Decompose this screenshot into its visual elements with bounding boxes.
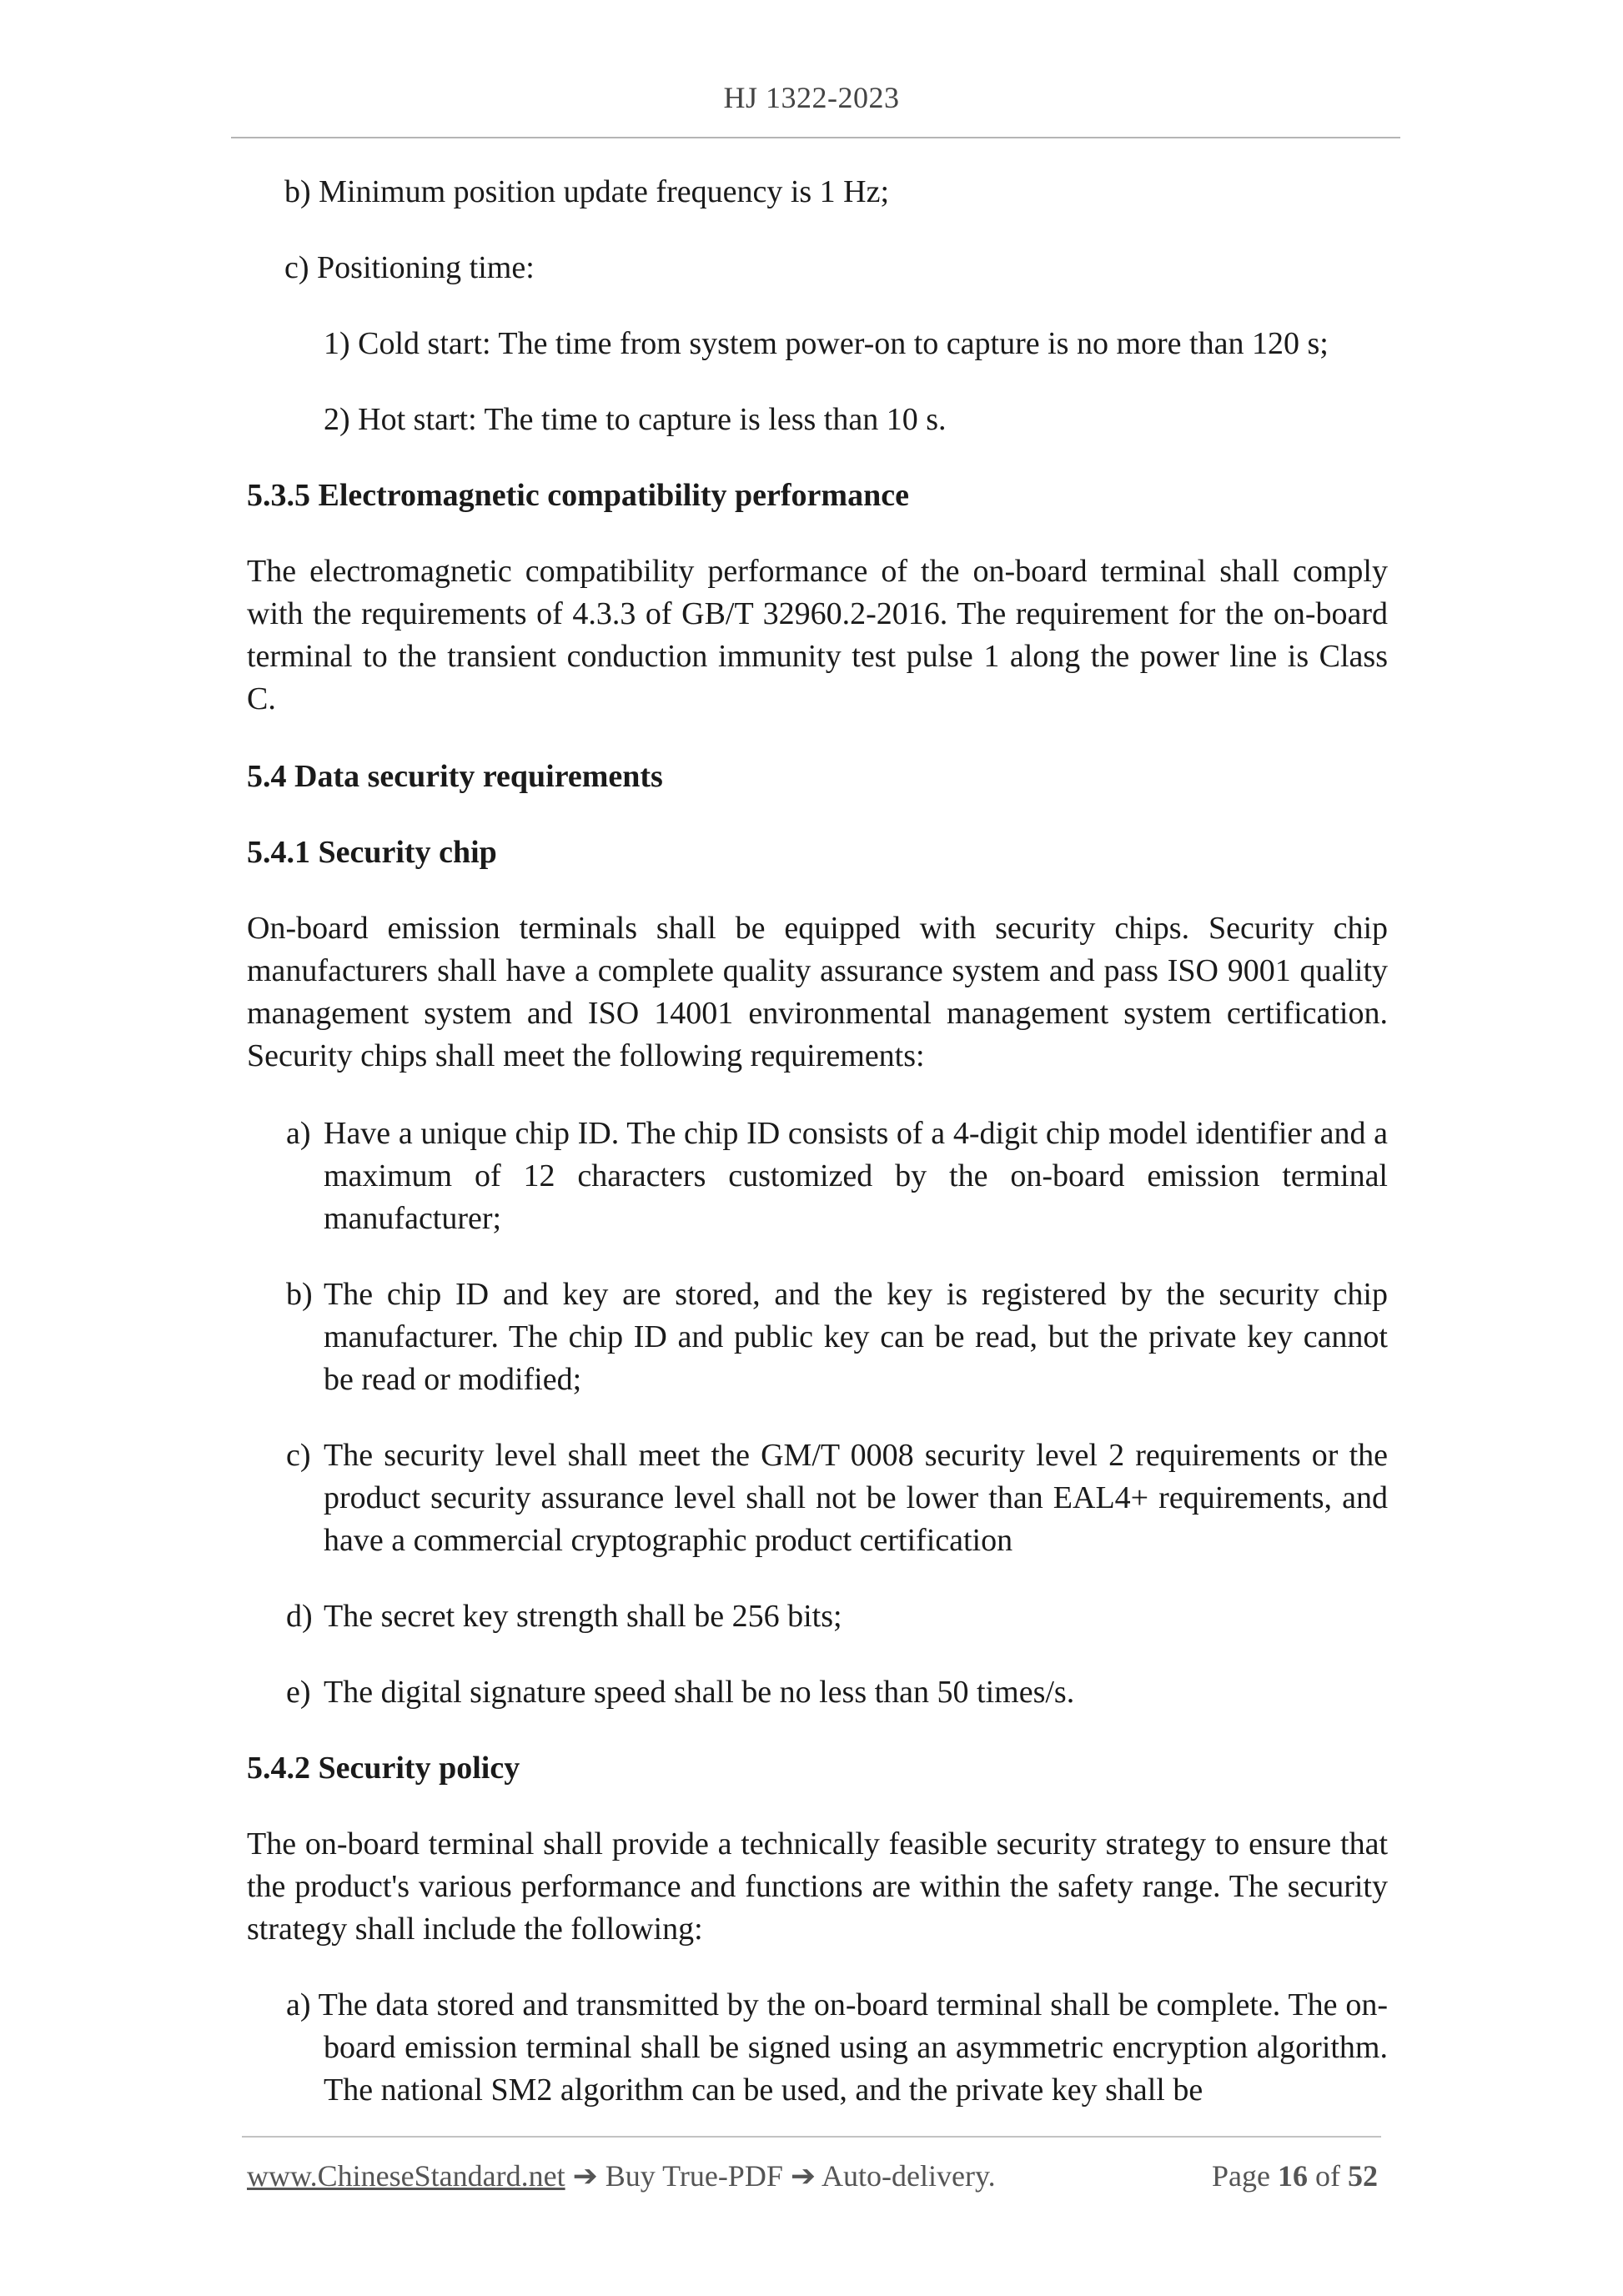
running-header: HJ 1322-2023 bbox=[723, 81, 900, 114]
item-label: c) bbox=[286, 1438, 311, 1473]
header-divider bbox=[231, 137, 1400, 138]
section-heading-5-4: 5.4 Data security requirements bbox=[247, 759, 663, 794]
paragraph-5-4-2: The on-board terminal shall provide a technically feasible security strategy to ensure that the product's various performance and functions are within the safety range. The security strategy shall include the following: bbox=[247, 1826, 1388, 1947]
item-text: The chip ID and key are stored, and the key is registered by the security chip manufacturer. The chip ID and public key can be read, but the private key cannot be read or modified; bbox=[324, 1277, 1388, 1397]
section-heading-5-4-1: 5.4.1 Security chip bbox=[247, 835, 497, 870]
page-word: Page bbox=[1212, 2159, 1270, 2193]
list-item-b-frequency: b) Minimum position update frequency is 1 Hz; bbox=[284, 174, 890, 209]
auto-delivery-text: Auto-delivery. bbox=[822, 2159, 996, 2193]
buy-pdf-text: Buy True-PDF bbox=[605, 2159, 783, 2193]
paragraph-5-4-1: On-board emission terminals shall be equipped with security chips. Security chip manufacturers shall have a complete quality assurance system and pass ISO 9001 quality management system and ISO 14001 environmental management system certification. Security chips shall meet the following requirements: bbox=[247, 911, 1388, 1073]
current-page: 16 bbox=[1278, 2159, 1308, 2193]
item-label: e) bbox=[286, 1675, 311, 1710]
chip-requirement-d bbox=[247, 1595, 1388, 1638]
footer-divider bbox=[242, 2136, 1381, 2138]
item-text: Have a unique chip ID. The chip ID consists of a 4-digit chip model identifier and a maximum of 12 characters customized by the on-board emission terminal manufacturer; bbox=[324, 1116, 1388, 1236]
site-link[interactable]: www.ChineseStandard.net bbox=[247, 2159, 565, 2193]
arrow-right-icon: ➔ bbox=[572, 2159, 598, 2193]
list-item-cold-start: 1) Cold start: The time from system power-on to capture is no more than 120 s; bbox=[324, 326, 1329, 361]
section-heading-5-4-2: 5.4.2 Security policy bbox=[247, 1751, 520, 1786]
paragraph-5-3-5: The electromagnetic compatibility performance of the on-board terminal shall comply with the requirements of 4.3.3 of GB/T 32960.2-2016. The requirement for the on-board terminal to the transient conduction immunity test pulse 1 along the power line is Class C. bbox=[247, 554, 1388, 716]
item-text: The security level shall meet the GM/T 0008 security level 2 requirements or the product security assurance level shall not be lower than EAL4+ requirements, and have a commercial cryptographic product certification bbox=[324, 1438, 1388, 1558]
page-number bbox=[1212, 2158, 1378, 2193]
chip-requirement-e bbox=[247, 1671, 1388, 1714]
of-word: of bbox=[1315, 2159, 1340, 2193]
chip-requirement-b bbox=[247, 1274, 1388, 1401]
page-body bbox=[247, 171, 1388, 2112]
chip-requirement-c bbox=[247, 1434, 1388, 1562]
chip-requirement-a bbox=[247, 1113, 1388, 1240]
footer-promo bbox=[247, 2158, 996, 2193]
item-label: b) bbox=[286, 1277, 313, 1312]
total-pages: 52 bbox=[1348, 2159, 1378, 2193]
list-item-c-positioning-time: c) Positioning time: bbox=[284, 250, 535, 285]
item-label: a) bbox=[286, 1116, 311, 1151]
list-item-hot-start: 2) Hot start: The time to capture is less than 10 s. bbox=[324, 402, 947, 437]
item-label: d) bbox=[286, 1599, 313, 1634]
arrow-right-icon: ➔ bbox=[790, 2159, 817, 2193]
section-heading-5-3-5: 5.3.5 Electromagnetic compatibility performance bbox=[247, 478, 909, 513]
item-text: The secret key strength shall be 256 bits; bbox=[324, 1599, 842, 1634]
item-text: The digital signature speed shall be no less than 50 times/s. bbox=[324, 1675, 1075, 1710]
policy-item-a: a) The data stored and transmitted by the on-board terminal shall be complete. The on-board emission terminal shall be signed using an asymmetric encryption algorithm. The national SM2 algorithm can be used, and the private key shall be bbox=[286, 1987, 1388, 2108]
